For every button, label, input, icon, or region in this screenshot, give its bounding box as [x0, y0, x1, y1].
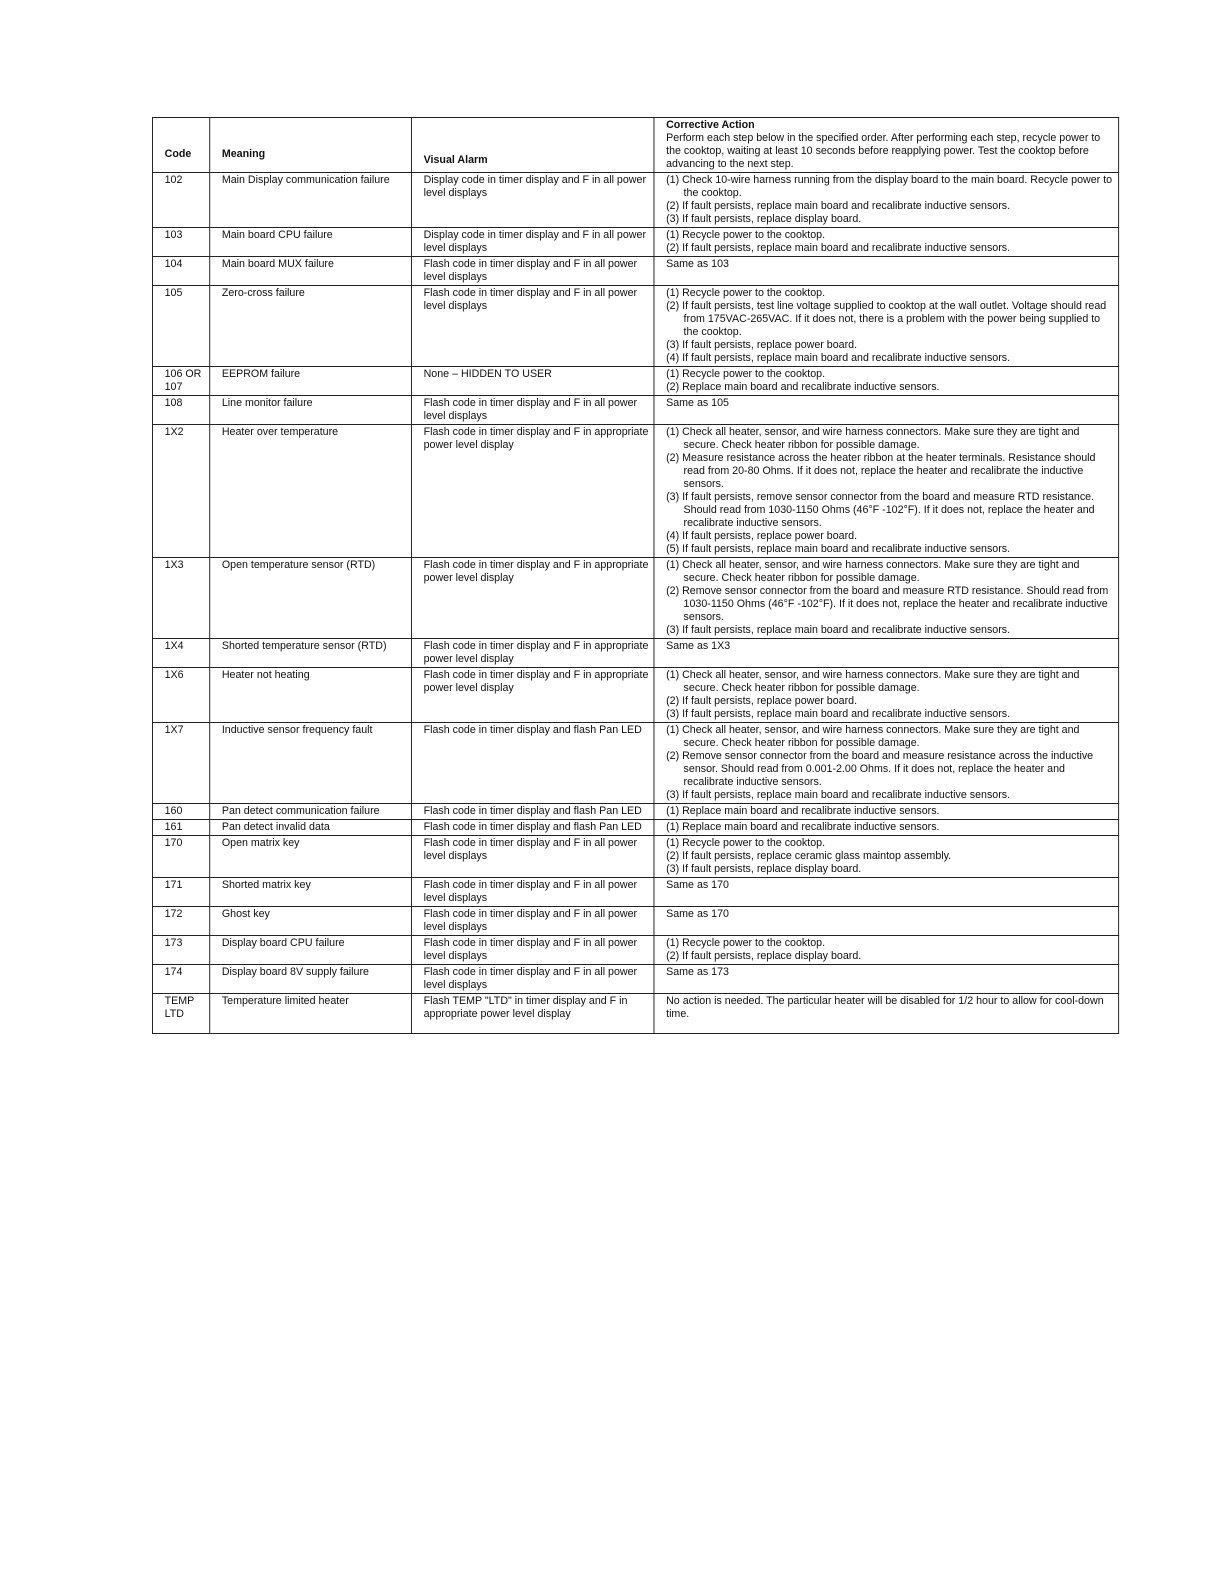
corrective-action [654, 723, 1119, 804]
action-steps [666, 995, 1114, 1021]
error-code: 174 [152, 965, 209, 994]
action-step: (3) If fault persists, replace main board and recalibrate inductive sensors. [666, 789, 1011, 801]
corrective-action [654, 396, 1119, 425]
error-meaning: Zero-cross failure [210, 286, 412, 367]
error-code: 173 [152, 936, 209, 965]
visual-alarm: Flash code in timer display and F in all power level displays [411, 836, 653, 878]
action-step: (1) Recycle power to the cooktop. [666, 837, 826, 849]
error-code: 1X2 [152, 425, 209, 558]
action-steps [666, 258, 1114, 271]
table-row [152, 173, 1118, 228]
action-step: (1) Recycle power to the cooktop. [666, 287, 826, 299]
corrective-action [654, 257, 1119, 286]
error-code: 1X3 [152, 558, 209, 639]
corrective-action [654, 286, 1119, 367]
action-step: (2) Remove sensor connector from the board and measure RTD resistance. Should read from 1030-1150 Ohms (46°F -102°F). If it does not, replace the heater and recalibrate inductive sensors. [666, 585, 1109, 623]
error-code: 161 [152, 820, 209, 836]
error-code: 103 [152, 228, 209, 257]
error-code: 1X6 [152, 668, 209, 723]
visual-alarm: Flash code in timer display and F in appropriate power level display [411, 639, 653, 668]
action-steps [666, 966, 1114, 979]
error-meaning: Pan detect communication failure [210, 804, 412, 820]
error-meaning: Main board CPU failure [210, 228, 412, 257]
header-meaning: Meaning [210, 118, 412, 173]
visual-alarm: Flash code in timer display and F in appropriate power level display [411, 668, 653, 723]
error-code: 102 [152, 173, 209, 228]
error-code: 104 [152, 257, 209, 286]
action-step: (1) Check all heater, sensor, and wire harness connectors. Make sure they are tight and secure. Check heater ribbon for possible damage. [666, 724, 1080, 749]
visual-alarm: Flash code in timer display and flash Pan LED [411, 820, 653, 836]
visual-alarm: Flash code in timer display and F in all power level displays [411, 965, 653, 994]
visual-alarm: Flash code in timer display and flash Pan LED [411, 804, 653, 820]
table-row [152, 396, 1118, 425]
visual-alarm: Flash code in timer display and F in all power level displays [411, 286, 653, 367]
action-steps [666, 805, 1114, 818]
visual-alarm: None – HIDDEN TO USER [411, 367, 653, 396]
action-step: (1) Replace main board and recalibrate inductive sensors. [666, 821, 940, 833]
error-meaning: Heater not heating [210, 668, 412, 723]
error-meaning: Display board 8V supply failure [210, 965, 412, 994]
error-meaning: Main board MUX failure [210, 257, 412, 286]
action-step: (3) If fault persists, remove sensor connector from the board and measure RTD resistance. Should read from 1030-1150 Ohms (46°F -102°F). If it does not, replace the heater and recalibrate inductive sensors. [666, 491, 1095, 529]
corrective-action [654, 836, 1119, 878]
error-meaning: Pan detect invalid data [210, 820, 412, 836]
error-code: 172 [152, 907, 209, 936]
error-meaning: Open temperature sensor (RTD) [210, 558, 412, 639]
table-row [152, 804, 1118, 820]
action-step: Same as 173 [666, 966, 729, 978]
error-code-table [152, 117, 1119, 1034]
error-meaning: Main Display communication failure [210, 173, 412, 228]
table-row [152, 907, 1118, 936]
error-meaning: Line monitor failure [210, 396, 412, 425]
corrective-action [654, 936, 1119, 965]
action-step: (5) If fault persists, replace main board and recalibrate inductive sensors. [666, 543, 1011, 555]
error-code: TEMP LTD [152, 994, 209, 1034]
action-step: (2) Remove sensor connector from the board and measure resistance across the inductive sensor. Should read from 0.001-2.00 Ohms. If it does not, replace the heater and recalibrate inductive sensors. [666, 750, 1094, 788]
action-step: Same as 170 [666, 908, 729, 920]
header-corrective-action [654, 118, 1119, 173]
table-row [152, 639, 1118, 668]
visual-alarm: Flash code in timer display and F in all power level displays [411, 257, 653, 286]
visual-alarm: Flash code in timer display and F in appropriate power level display [411, 425, 653, 558]
action-step: (1) Recycle power to the cooktop. [666, 937, 826, 949]
action-step: (1) Check all heater, sensor, and wire harness connectors. Make sure they are tight and secure. Check heater ribbon for possible damage. [666, 559, 1080, 584]
table-row [152, 994, 1118, 1034]
action-step: (3) If fault persists, replace display board. [666, 863, 862, 875]
table-row [152, 936, 1118, 965]
action-step: (2) If fault persists, replace main board and recalibrate inductive sensors. [666, 242, 1011, 254]
corrective-action [654, 878, 1119, 907]
action-step: (4) If fault persists, replace power board. [666, 530, 858, 542]
corrective-action [654, 804, 1119, 820]
corrective-action [654, 639, 1119, 668]
corrective-action [654, 425, 1119, 558]
table-row [152, 668, 1118, 723]
action-steps [666, 669, 1114, 721]
action-steps [666, 174, 1114, 226]
error-meaning: Heater over temperature [210, 425, 412, 558]
table-row [152, 878, 1118, 907]
action-step: (2) If fault persists, replace main board and recalibrate inductive sensors. [666, 200, 1011, 212]
error-meaning: Temperature limited heater [210, 994, 412, 1034]
action-steps [666, 397, 1114, 410]
action-step: (1) Check all heater, sensor, and wire harness connectors. Make sure they are tight and secure. Check heater ribbon for possible damage. [666, 426, 1080, 451]
error-meaning: Shorted matrix key [210, 878, 412, 907]
visual-alarm: Flash code in timer display and flash Pan LED [411, 723, 653, 804]
visual-alarm: Display code in timer display and F in all power level displays [411, 228, 653, 257]
table-row [152, 257, 1118, 286]
action-step: (3) If fault persists, replace main board and recalibrate inductive sensors. [666, 624, 1011, 636]
corrective-action-note: Perform each step below in the specified order. After performing each step, recycle power to the cooktop, waiting at least 10 seconds before reapplying power. Test the cooktop before advancing to the next step. [666, 132, 1101, 170]
action-steps [666, 287, 1114, 365]
error-meaning: Inductive sensor frequency fault [210, 723, 412, 804]
visual-alarm: Flash code in timer display and F in all power level displays [411, 396, 653, 425]
header-code: Code [152, 118, 209, 173]
action-step: (2) If fault persists, replace display board. [666, 950, 862, 962]
action-step: (2) Replace main board and recalibrate inductive sensors. [666, 381, 940, 393]
action-steps [666, 879, 1114, 892]
action-step: Same as 170 [666, 879, 729, 891]
action-step: No action is needed. The particular heater will be disabled for 1/2 hour to allow for cool-down time. [666, 995, 1104, 1020]
table-row [152, 228, 1118, 257]
action-step: (1) Check all heater, sensor, and wire harness connectors. Make sure they are tight and secure. Check heater ribbon for possible damage. [666, 669, 1080, 694]
action-steps [666, 368, 1114, 394]
action-steps [666, 937, 1114, 963]
error-code: 1X4 [152, 639, 209, 668]
visual-alarm: Flash code in timer display and F in all power level displays [411, 907, 653, 936]
action-steps [666, 640, 1114, 653]
action-step: (1) Replace main board and recalibrate inductive sensors. [666, 805, 940, 817]
table-row [152, 367, 1118, 396]
corrective-action [654, 994, 1119, 1034]
action-steps [666, 724, 1114, 802]
table-row [152, 286, 1118, 367]
table-row [152, 820, 1118, 836]
visual-alarm: Flash code in timer display and F in all power level displays [411, 878, 653, 907]
corrective-action [654, 558, 1119, 639]
visual-alarm: Flash TEMP "LTD" in timer display and F in appropriate power level display [411, 994, 653, 1034]
error-code: 171 [152, 878, 209, 907]
error-code: 160 [152, 804, 209, 820]
error-code: 108 [152, 396, 209, 425]
corrective-action [654, 965, 1119, 994]
header-visual-alarm: Visual Alarm [411, 118, 653, 173]
table-row [152, 836, 1118, 878]
error-code: 106 OR 107 [152, 367, 209, 396]
action-steps [666, 229, 1114, 255]
error-meaning: Display board CPU failure [210, 936, 412, 965]
action-step: (2) If fault persists, test line voltage supplied to cooktop at the wall outlet. Voltage should read from 175VAC-265VAC. If it does not, there is a problem with the power being supplied to the cooktop. [666, 300, 1107, 338]
action-steps [666, 426, 1114, 556]
visual-alarm: Flash code in timer display and F in all power level displays [411, 936, 653, 965]
action-step: Same as 105 [666, 397, 729, 409]
action-step: Same as 1X3 [666, 640, 731, 652]
action-step: (1) Recycle power to the cooktop. [666, 368, 826, 380]
action-step: Same as 103 [666, 258, 729, 270]
action-steps [666, 837, 1114, 876]
corrective-action [654, 228, 1119, 257]
action-step: (1) Recycle power to the cooktop. [666, 229, 826, 241]
error-code: 1X7 [152, 723, 209, 804]
corrective-action [654, 173, 1119, 228]
action-step: (2) If fault persists, replace power board. [666, 695, 858, 707]
action-step: (1) Check 10-wire harness running from the display board to the main board. Recycle power to the cooktop. [666, 174, 1113, 199]
error-meaning: Shorted temperature sensor (RTD) [210, 639, 412, 668]
visual-alarm: Flash code in timer display and F in appropriate power level display [411, 558, 653, 639]
action-step: (3) If fault persists, replace main board and recalibrate inductive sensors. [666, 708, 1011, 720]
action-steps [666, 559, 1114, 637]
action-steps [666, 821, 1114, 834]
action-step: (4) If fault persists, replace main board and recalibrate inductive sensors. [666, 352, 1011, 364]
corrective-action [654, 367, 1119, 396]
table-row [152, 558, 1118, 639]
error-code: 105 [152, 286, 209, 367]
corrective-action [654, 668, 1119, 723]
table-row [152, 425, 1118, 558]
table-header-row [152, 118, 1118, 173]
visual-alarm: Display code in timer display and F in all power level displays [411, 173, 653, 228]
error-meaning: Open matrix key [210, 836, 412, 878]
corrective-action [654, 907, 1119, 936]
corrective-action-title: Corrective Action [666, 119, 755, 131]
corrective-action [654, 820, 1119, 836]
error-code: 170 [152, 836, 209, 878]
action-steps [666, 908, 1114, 921]
error-meaning: EEPROM failure [210, 367, 412, 396]
action-step: (2) Measure resistance across the heater ribbon at the heater terminals. Resistance should read from 20-80 Ohms. If it does not, replace the heater and recalibrate the inductive sensors. [666, 452, 1096, 490]
action-step: (3) If fault persists, replace display board. [666, 213, 862, 225]
error-meaning: Ghost key [210, 907, 412, 936]
action-step: (3) If fault persists, replace power board. [666, 339, 858, 351]
action-step: (2) If fault persists, replace ceramic glass maintop assembly. [666, 850, 952, 862]
table-row [152, 723, 1118, 804]
table-row [152, 965, 1118, 994]
